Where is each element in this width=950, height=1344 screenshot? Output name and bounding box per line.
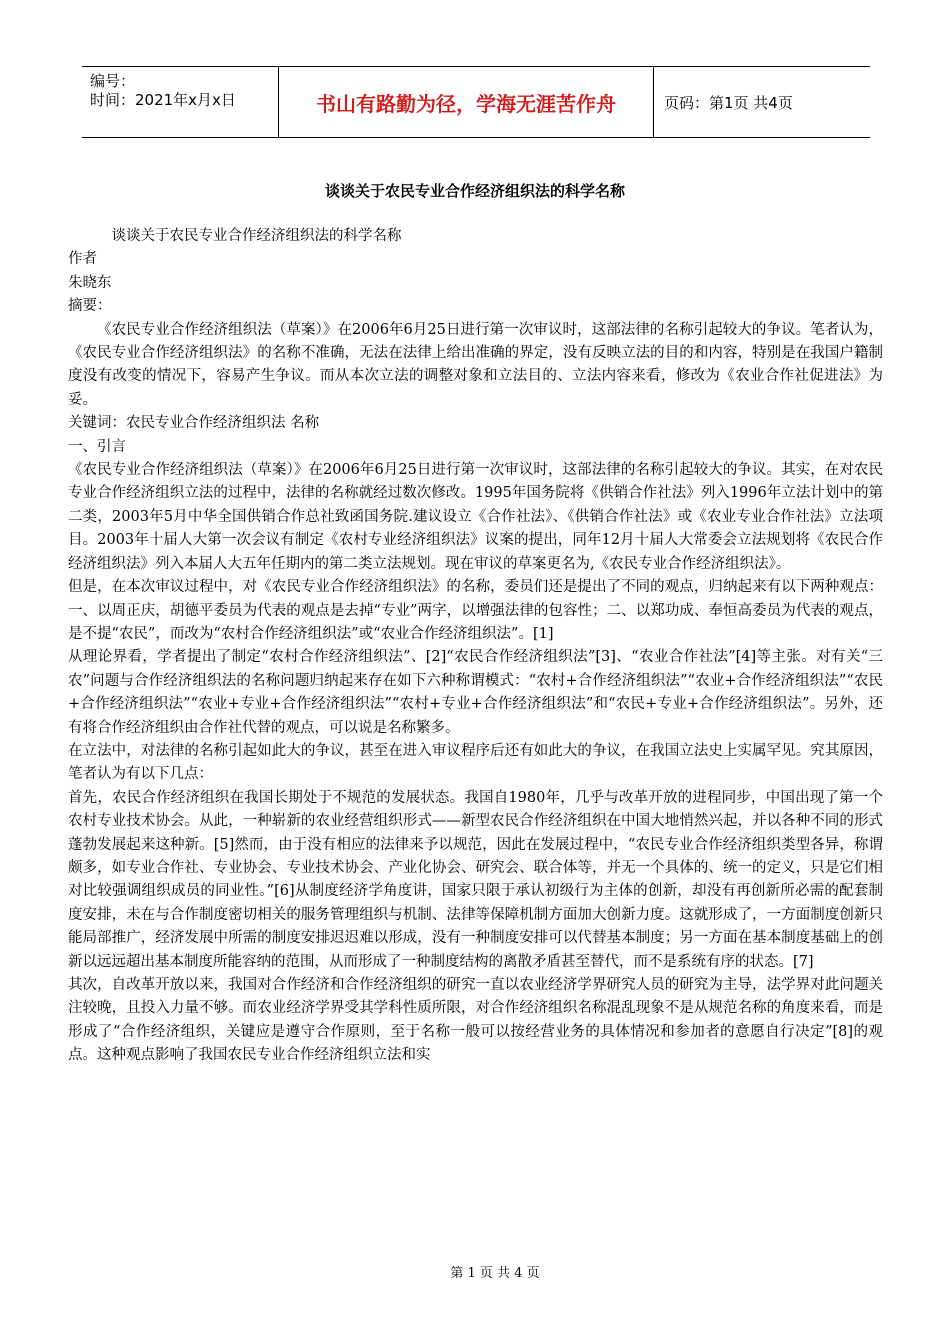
paragraph: 从理论界看，学者提出了制定“农村合作经济组织法”、[2]“农民合作经济组织法”[3]、“农业合作社法”[4]等主张。对有关“三农”问题与合作经济组织法的名称问题归纳起来存在如下六种称谓模式：“农村+合作经济组织法”“农业+合作经济组织法”“农民+合作经济组织法”“农业+专业+合作经济组织法”“农村+专业+合作经济组织法”和“农民+专业+合作经济组织法”。另外，还有将合作经济组织由合作社代替的观点，可以说是名称繁多。 — [68, 649, 883, 736]
header-meta — [82, 67, 279, 137]
paragraph: 其次，自改革开放以来，我国对合作经济和合作经济组织的研究一直以农业经济学界研究人员的研究为主导，法学界对此问题关注较晚，且投入力量不够。而农业经济学界受其学科性质所限，对合作经济组织名称混乱现象不是从规范名称的角度来看，而是形成了“合作经济组织，关键应是遵守合作原则，至于名称一般可以按经营业务的具体情况和参加者的意愿自行决定”[8]的观点。这种观点影响了我国农民专业合作经济组织立法和实 — [68, 977, 883, 1064]
section-heading: 一、引言 — [68, 438, 126, 455]
paragraph: 首先，农民合作经济组织在我国长期处于不规范的发展状态。我国自1980年，几乎与改革开放的进程同步，中国出现了第一个农村专业技术协会。从此，一种崭新的农业经营组织形式——新型农民合作经济组织在中国大地悄然兴起，并以各种不同的形式蓬勃发展起来这种新。[5]然而，由于没有相应的法律来予以规范，因此在发展过程中，“农民专业合作经济组织类型各异，称谓颇多，如专业合作社、专业协会、专业技术协会、产业化协会、研究会、联合体等，并无一个具体的、统一的定义，只是它们相对比较强调组织成员的同业性。”[6]从制度经济学角度讲，国家只限于承认初级行为主体的创新，却没有再创新所必需的配套制度安排，未在与合作制度密切相关的服务管理组织与机制、法律等保障机制方面加大创新力度。这就形成了，一方面制度创新只能局部推广，经济发展中所需的制度安排迟迟难以形成，没有一种制度安排可以代替基本制度；另一方面在基本制度基础上的创新以远远超出基本制度所能容纳的范围，从而形成了一种制度结构的离散矛盾甚至替代，而不是系统有序的状态。[7] — [68, 789, 883, 970]
paragraph: 作者 — [68, 251, 97, 268]
header-motto: 书山有路勤为径，学海无涯苦作舟 — [279, 67, 654, 137]
doc-date-label: 时间：2021年x月x日 — [90, 91, 236, 109]
document-body — [68, 225, 883, 1068]
page-footer: 第 1 页 共 4 页 — [450, 1266, 540, 1281]
paragraph: 谈谈关于农民专业合作经济组织法的科学名称 — [111, 228, 402, 244]
page-header — [82, 66, 870, 138]
paragraph: 在立法中，对法律的名称引起如此大的争议，甚至在进入审议程序后还有如此大的争议，在我国立法史上实属罕见。究其原因，笔者认为有以下几点： — [68, 742, 883, 783]
paragraph: 摘要： — [68, 298, 112, 315]
paragraph: 但是，在本次审议过程中，对《农民专业合作经济组织法》的名称，委员们还是提出了不同的观点，归纳起来有以下两种观点：一、以周正庆，胡德平委员为代表的观点是去掉“专业”两字，以增强法律的包容性；二、以郑功成、奉恒高委员为代表的观点，是不提“农民”，而改为“农村合作经济组织法”或“农业合作经济组织法”。[1] — [68, 579, 883, 642]
paragraph: 《农民专业合作经济组织法（草案）》在2006年6月25日进行第一次审议时，这部法律的名称引起较大的争议。其实，在对农民专业合作经济组织立法的过程中，法律的名称就经过数次修改。1995年国务院将《供销合作社法》列入1996年立法计划中的第二类，2003年5月中华全国供销合作总社致函国务院.建议设立《合作社法》、《供销合作社法》或《农业专业合作社法》立法项目。2003年十届人大第一次会议有制定《农村专业经济组织法》议案的提出，同年12月十届人大常委会立法规划将《农民合作经济组织法》列入本届人大五年任期内的第二类立法规划。现在审议的草案更名为,《农民专业合作经济组织法》。 — [68, 462, 883, 572]
document-title: 谈谈关于农民专业合作经济组织法的科学名称 — [324, 182, 625, 200]
header-page-label: 页码：第1页 共4页 — [664, 93, 793, 112]
paragraph: 朱晓东 — [68, 274, 112, 291]
abstract-paragraph: 《农民专业合作经济组织法（草案）》在2006年6月25日进行第一次审议时，这部法律的名称引起较大的争议。笔者认为，《农民专业合作经济组织法》的名称不准确，无法在法律上给出准确的界定，没有反映立法的目的和内容，特别是在我国户籍制度没有改变的情况下，容易产生争议。而从本次立法的调整对象和立法目的、立法内容来看，修改为《农业合作社促进法》为妥。 — [68, 321, 883, 408]
keywords: 关键词：农民专业合作经济组织法 名称 — [68, 415, 320, 432]
doc-number-label: 编号： — [90, 72, 136, 90]
